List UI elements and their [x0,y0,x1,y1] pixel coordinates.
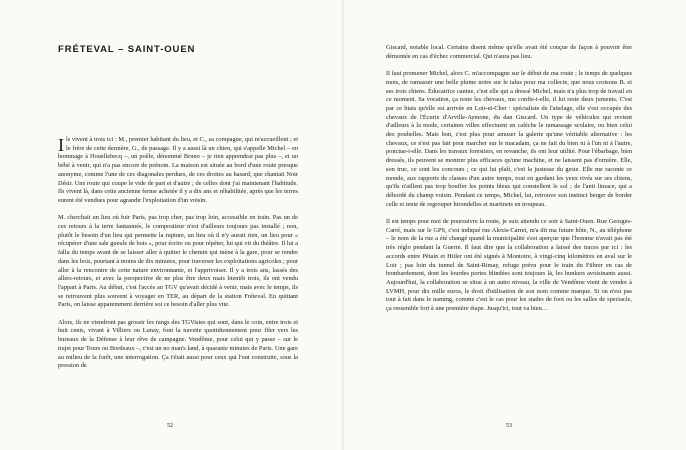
left-page-text [58,136,298,380]
drop-cap: I [58,135,64,155]
chapter-title: FRÉTEVAL – SAINT-OUEN [58,44,196,55]
paragraph: M. cherchait un lieu où fuir Paris, pas trop cher, pas trop loin, accessible en train. Pas un de ces retours à la terre fantasmés, le compositeur n'est d'ailleurs toujours pas installé ; non, plutôt le besoin d'un lieu qui permette la rupture, un lieu où il n'y aurait rien, un lieu pour « récupérer d'une sale gueule de bois », pour écrire ou pour répéter, lui qui vit du théâtre. Il lui a fallu du temps avant de se laisser aller à quitter le chemin qui mène à la gare, pour se rendre dans les bois, pourtant à moins de dix minutes, pour traverser les exploitations agricoles ; pour aller à la rencontre de cette nature environnante, et l'apprivoiser. Il y a trois ans, lassés des allers-retours, et avec la perspective de ne plus être deux mais bientôt trois, ils ont vendu l'appart à Paris. Au début, c'est l'accès au TGV qu'avait décidé à venir, mais avec le temps, ils se retrouvent plus souvent à voyager en TER, au départ de la station Fréteval. En quittant Paris, on laisse apparemment derrière soi ce besoin d'aller plus vite. [58,214,298,309]
paragraph: Il faut promener Michel, alors C. m'accompagne sur le début de ma route ; le temps de quelques mots, de ramasser une belle plume noire sur le talus pour ma collecte, que nous croisons B. et ses trois chiens. Éducatrice canine, c'est elle qui a dressé Michel, mais n'a plus trop de travail en ce moment. Sa vocation, ça reste les chevaux, me confie-t-elle, il lui reste deux juments. C'est par ce biais qu'elle est arrivée en Loir-et-Cher : spécialiste de l'attelage, elle s'est occupée des chevaux de l'Écurie d'Arville-Aymone, du dan Giscard. Un type de véhicules qui revient d'ailleurs à la mode, certaines villes effectuent en calèche le ramassage scolaire, ou bien celui des poubelles. Mais bon, c'est plus pour amuser la galerie qu'une véritable alternative : les chevaux, ce n'est pas fait pour marcher sur le macadam, ça ne fait du bien ni à l'un ni à l'autre, ponctue-t-elle. Dans les travaux forestiers, en revanche, ils ont leur utilité. Pour l'ébarbage, bien dressés, ils peuvent se montrer plus efficaces qu'une machine, et ne laissent pas d'ornière. Elle, son truc, ce sont les concours ; ce qui lui plaît, c'est la justesse du geste. Elle me raconte ce monde, aux rapports de classes d'un autre temps, tout en gardant les yeux rivés sur ses chiens, qu'ils n'aillent pas trop bouffer les points bleus qui constellent le sol ; de l'anti limace, qui a débordé du champ voisin. Pendant ce temps, Michel, lui, retrouve son instinct berger de border celle et tente de regrouper hirondelles et martinets en troupeau. [386,70,632,208]
paragraph: Alors, ils ne viendront pas grossir les rangs des TGVistes qui sont, dans le coin, entre trois et huit cents, vivant à Villiers ou Lunay, font la navette quotidiennement pour filer vers les bureaux de la Défense à leur rêve de campagne. Vendôme, pour celui qui y passe – sur le trajet pour Tours ou Bordeaux –, c'est un no man's land, à quarante minutes de Paris. Une gare au milieu de la forêt, une interrogation. Ça t'était aussi pour ceux qui l'ont construite, sous la pression de [58,318,298,370]
page-number: 53 [506,423,512,429]
paragraph: Giscard, notable local. Certains disent même qu'elle avait été conçue de façon à pouvoir être démontée en cas d'échec commercial. Qui n'aura pas lieu. [386,44,632,60]
left-page [0,0,342,450]
paragraph-text: ls vivent à trois ici : M., premier habitant du lieu, et C., sa compagne, qui m'accueillent ; et le frère de cette dernière, G., de passage. Il y a aussi là un chien, qui s'appelle Michel – en hommage à Houellebecq –, un poêle, dénommé Bruno – je rien apprendrai pas plus –, et un bébé à venir, qui n'a pas encore de prénom. La maison est située au bord d'une route presque anonyme, comme l'une de ces diagonales perdues, de ces droites au hasard, que chantait Noir Désir. Une route qui coupe le vide de part et d'autre ; de celles dont j'ai maintenant l'habitude. Ils vivent là, dans cette ancienne ferme achetée il y a dix ans et réhabilitée, après que les terres eurent été vendues pour agrandir l'exploitation d'un voisin. [58,136,298,204]
paragraph [58,136,298,206]
page-number: 52 [167,423,173,429]
right-page [344,0,686,450]
paragraph: Il est temps pour moi de poursuivre la route, je suis attendu ce soir à Saint-Ouen. Rue Georges-Carré, mais sur le GPS, c'est indiqué rue Alexis-Carret, m'a dit ma future hôte, N., au téléphone – le nom de la rue a été changé quand la municipalité s'est aperçue que l'homme n'avait pas été très réglo pendant la Guerre. Il faut dire que la collaboration a laissé des traces par ici : les accords entre Pétain et Hitler ont été signés à Montoire, à vingt-cinq kilomètres en aval sur le Loir ; pas loin du tunnel de Saint-Rimay, refuge prévu pour le train du Führer en cas de bombardement, dont les lourdes portes blindées sont toujours là, les bunkers avoisinants aussi. Aujourd'hui, la collaboration se situe à un autre niveau, la ville de Vendôme vient de vendre à LVMH, pour dix mille euros, le droit d'utilisation de son nom comme marque. Si on n'est pas tout à fait dans le naming, comme c'est le cas pour les stades de foot ou les salles de spectacle, ça ressemble fort à une première étape. Jusqu'ici, tout va bien… [386,218,632,313]
right-page-text [386,44,632,322]
